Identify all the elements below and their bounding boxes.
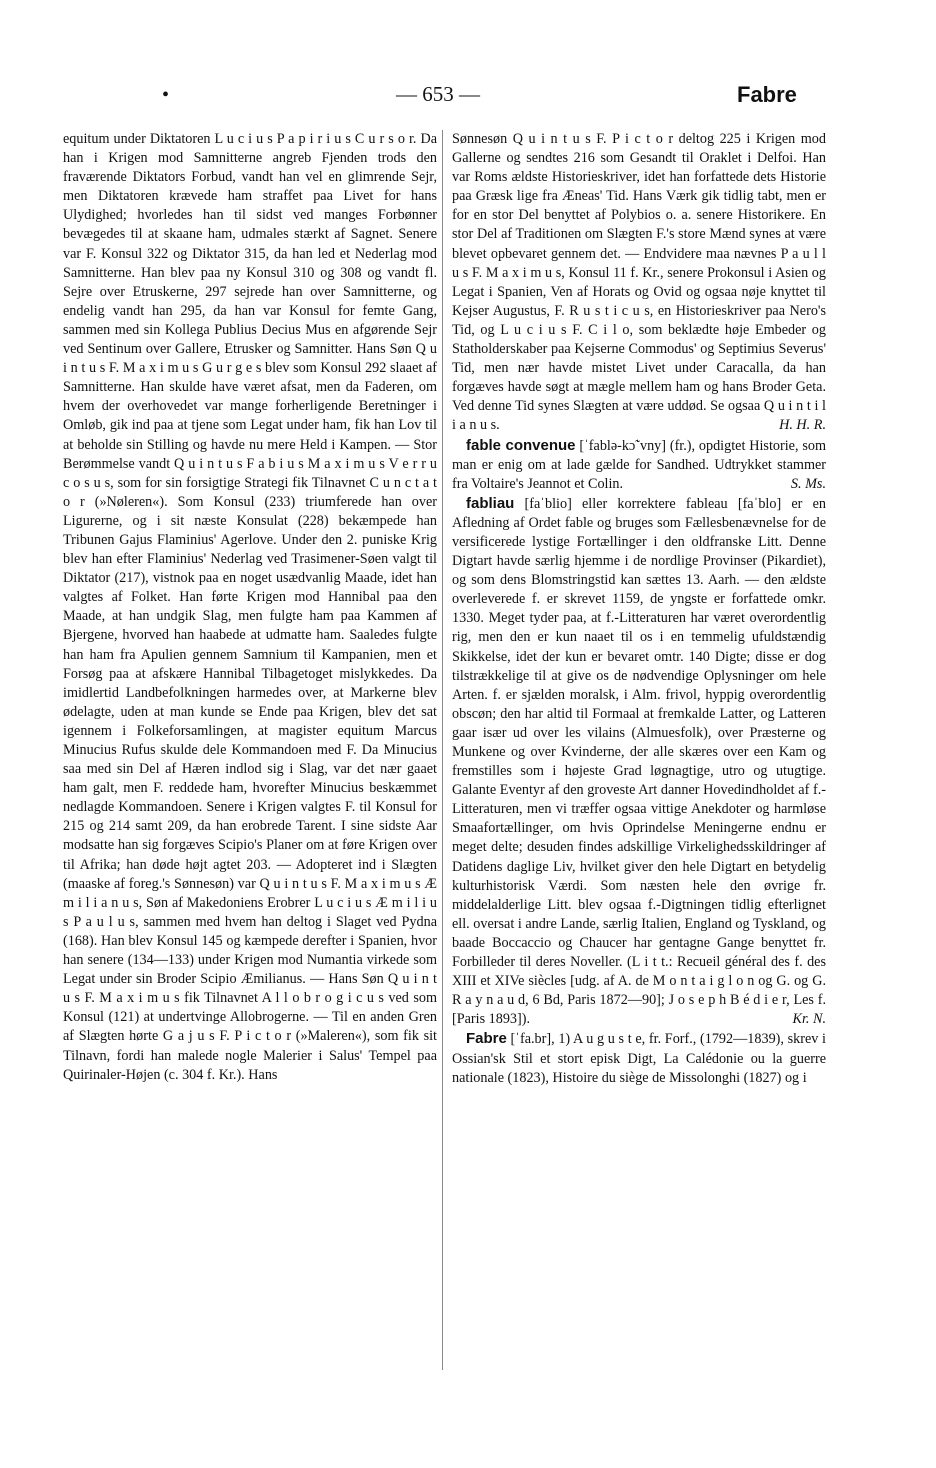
fabius-entry-continuation: equitum under Diktatoren L u c i u s P a p i r i u s C u r s o r. Da han i Krigen mod Samnitterne angreb Fjenden trods den fraværende Diktators Forbud, vandt han vel en glimrende Sejr, men Diktatoren krævede ham straffet paa Livet for hans Ulydighed; hvorledes han til sidst ved manges Forbønner bevægedes til at skaane ham, udmales stærkt af Sagnet. Senere var F. Konsul 322 og Diktator 315, da han led et Nederlag mod Samnitterne. Han blev paa ny Konsul 310 og 308 og vandt fl. Sejre over Etruskerne, 297 sejrede han over Samnitterne, og endelig vandt han 295, da han var Konsul for femte Gang, sammen med sin Kollega Publius Decius Mus en afgørende Sejr ved Sentinum over Gallere, Etrusker og Samnitter. Hans Søn Q u i n t u s F. M a x i m u s G u r g e s blev som Konsul 292 slaaet af Samnitterne. Han skulde have været afsat, men da Faderen, om hvem der overhovedet var mange forherligende Beretninger i Omløb, gik ind paa at tjene som Legat under ham, fik han Lov til at beholde sin Stilling og havde nu mere Held i Kampen. — Stor Berømmelse vandt Q u i n t u s F a b i u s M a x i m u s V e r r u c o s u s, som for sin forsigtige Strategi fik Tilnavnet C u n c t a t o r (»Nøleren«). Som Konsul (233) triumferede han over Ligurerne, og i sit næste Konsulat (228) bekæmpede han Tribunen Gajus Flaminius' Agerlove. Under den 2. puniske Krig blev han efter Flaminius' Nederlag ved Trasimener-Søen valgt til Diktator (217), vistnok paa en noget usædvanlig Maade, idet han valgtes af Folket. Han førte Krigen mod Hannibal paa den Maade, at han undgik Slag, men fulgte ham paa Kammen af Bjergene, hvorved han haabede at udmatte ham. Saaledes fulgte han ham fra Apulien gennem Samnium til Kampanien, men et Forsøg paa at afskære Hannibal Tilbagetoget mislykkedes. Da imidlertid Landbefolkningen harmedes over, at Markerne blev ødelagte, uden at man kunde se Ende paa Krigen, blev det sat igennem i Folkeforsamlingen, at magister equitum Marcus Minucius Rufus skulde dele Kommandoen med F. Da Minucius saa med sin Del af Hæren indlod sig i Slag, var det nær gaaet ham galt, men F. reddede ham, hvorefter Minucius beskæmmet nedlagde Kommandoen. Senere i Krigen valgtes F. til Konsul for 215 og 214 samt 209, da han erobrede Tarent. I sine sidste Aar modsatte han sig forgæves Scipio's Planer om at føre Krigen over til Afrika; han døde højt agtet 203. — Adopteret ind i Slægten (maaske af foreg.'s Sønnesøn) var Q u i n t u s F. M a x i m u s Æ m i l i a n u s, Søn af Makedoniens Erobrer L u c i u s Æ m i l i u s P a u l u s, sammen med hvem han deltog i Slaget ved Pydna (168). Han blev Konsul 145 og kæmpede derefter i Spanien, hvor han senere (134—133) under Krigen mod Numantia virkede som Legat under sin Broder Scipio Æmilianus. — Hans Søn Q u i n t u s F. M a x i m u s fik Tilnavnet A l l o b r o g i c u s ved som Konsul (121) at undertvinge Allobrogerne. — Til en anden Gren af Slægten hørte G a j u s F. P i c t o r (»Maleren«), som fik sit Tilnavn, fordi han malede nogle Malerier i Salus' Tempel paa Quirinaler-Højen (c. 304 f. Kr.). Hans [63,131,437,1083]
headword-fabliau: fabliau [466,494,515,512]
author-signature: S. Ms. [790,475,826,492]
left-column [63,130,437,1085]
page-header [0,82,936,112]
column-divider [442,130,443,1370]
entry-fable-convenue [452,436,826,494]
fabliau-text: [faˈblio] eller korrektere fableau [faˈblo] er en Afledning af Ordet fable og bruges som Fællesbenævnelse for de versificerede lystige Fortællinger i den oldfranske Litt. Denne Digtart havde særlig hjemme i de nordlige Provinser (Pikardiet), og som dens Blomstringstid kan sættes 13. Aarh. — den ældste overleverede f. er skrevet 1159, de yngste er forfattede omkr. 1330. Meget tyder paa, at f.-Litteraturen har været overordentlig rig, men den er kun naaet til os i en temmelig ufuldstændig Skikkelse, idet der kun er bevaret omtr. 140 Digte; disse er dog tilstrækkelige til at give os de nødvendige Oplysninger om hele Arten. f. er sjælden moralsk, i Alm. frivol, hyppig overordentlig obscøn; den har altid til Formaal at fremkalde Latter, og Latteren gaar især ud over les vilains (Almuesfolk), over Præsterne og Munkene og over Kvinderne, der alle skæres over een Kam og fremstilles som i højeste Grad løgnagtige, utro og utugtige. Galante Eventyr af den groveste Art danner Hovedindholdet af f.-Litteraturen, men vi træffer ogsaa vittige Anekdoter og harmløse Smaafortællinger, om hvis Oprindelse Meningerne endnu er meget delte; desuden findes adskillige Virkelighedsskildringer af Datidens daglige Liv, hvilket giver den hele Digtart en betydelig kulturhistorisk Værdi. Som næsten hele den øvrige fr. middelalderlige Litt. blev ogsaa f.-Digtningen tidlig efterlignet ell. oversat i andre Lande, særlig Italien, England og Tyskland, og baade Boccaccio og Chaucer har gentagne Gange benyttet fr. Forbilleder til deres Noveller. (L i t t.: Recueil général des f. des XIII et XIVe siècles [udg. af A. de M o n t a i g l o n og G. og G. R a y n a u d, 6 Bd, Paris 1872—90]; J o s e p h B é d i e r, Les f. [Paris 1893]). [452,495,826,1028]
fable-convenue-text: [ˈfablə-kɔ̃ˈvny] (fr.), opdigtet Historie, som man er enig om at lade gælde for Sandhed. Udtrykket stammer fra Voltaire's Jeannot et Colin. [452,437,826,492]
headword-fabre: Fabre [466,1030,507,1048]
page-number: — 653 — [396,82,480,106]
entry-fabliau [452,494,826,1030]
author-signature: H. H. R. [779,417,826,434]
author-signature: Kr. N. [792,1011,826,1028]
fabius-end-text: Sønnesøn Q u i n t u s F. P i c t o r deltog 225 i Krigen mod Gallerne og sendtes 216 som Gesandt til Oraklet i Delfoi. Han var Roms ældste Historieskriver, idet han forfattede dets Historie paa Græsk lige fra Æneas' Tid. Hans Værk gik tidlig tabt, men er for en stor Del benyttet af Polybios o. a. senere Historikere. En stor Del af Traditionen om Slægten F.'s store Mænd synes at være blevet opbevaret gennem det. — Endvidere maa nævnes P a u l l u s F. M a x i m u s, Konsul 11 f. Kr., senere Prokonsul i Asien og Legat i Spanien, Ven af Horats og Ovid og ogsaa nøje knyttet til Kejser Augustus, F. R u s t i c u s, en Historieskriver paa Nero's Tid, og L u c i u s F. C i l o, som beklædte høje Embeder og Statholderskaber paa Kejserne Commodus' og Septimius Severus' Tid, men nær havde mistet Livet under Caracalla, da han forgæves havde søgt at mægle mellem ham og hans Broder Geta. Ved denne Tid synes Slægten at være uddød. Se ogsaa Q u i n t i l i a n u s. [452,131,826,434]
fabre-text: [ˈfa.br], 1) A u g u s t e, fr. Forf., (1792—1839), skrev i Ossian'sk Stil et stort episk Digt, La Calédonie ou la guerre nationale (1823), Histoire du siège de Missolonghi (1827) og i [452,1031,826,1086]
right-column [452,130,826,1088]
header-dot: • [162,84,170,106]
entry-fabre [452,1029,826,1087]
fabius-entry-end [452,130,826,436]
headword-fable-convenue: fable convenue [466,436,576,454]
running-head: Fabre [737,82,797,107]
